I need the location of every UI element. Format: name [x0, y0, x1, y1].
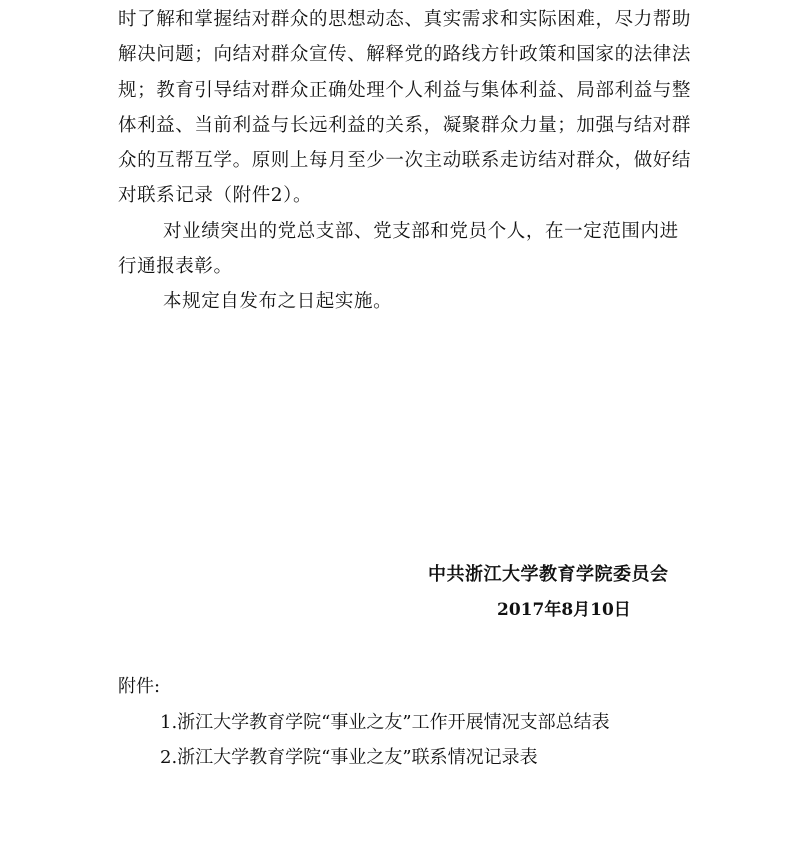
body-text [118, 2, 692, 320]
signature-organization: 中共浙江大学教育学院委员会 [428, 564, 669, 585]
paragraph-line: 规；教育引导结对群众正确处理个人利益与集体利益、局部利益与整 [118, 79, 692, 101]
paragraph-line: 体利益、当前利益与长远利益的关系，凝聚群众力量；加强与结对群 [118, 114, 692, 136]
paragraph-line: 对联系记录（附件2）。 [118, 185, 313, 207]
attachment-item: 1.浙江大学教育学院“事业之友”工作开展情况支部总结表 [160, 712, 610, 733]
paragraph-line: 时了解和掌握结对群众的思想动态、真实需求和实际困难，尽力帮助 [118, 9, 692, 30]
paragraph-line: 本规定自发布之日起实施。 [163, 291, 393, 313]
paragraph-line: 行通报表彰。 [118, 256, 233, 278]
attachment-item: 2.浙江大学教育学院“事业之友”联系情况记录表 [160, 747, 538, 768]
paragraph-line: 众的互帮互学。原则上每月至少一次主动联系走访结对群众，做好结 [118, 150, 692, 172]
paragraph-line: 对业绩突出的党总支部、党支部和党员个人，在一定范围内进 [163, 220, 679, 242]
paragraph-line: 解决问题；向结对群众宣传、解释党的路线方针政策和国家的法律法 [118, 44, 692, 66]
signature-date: 2017年8月10日 [497, 600, 631, 620]
attachments-title: 附件: [118, 676, 161, 697]
attachments-list [160, 705, 610, 775]
